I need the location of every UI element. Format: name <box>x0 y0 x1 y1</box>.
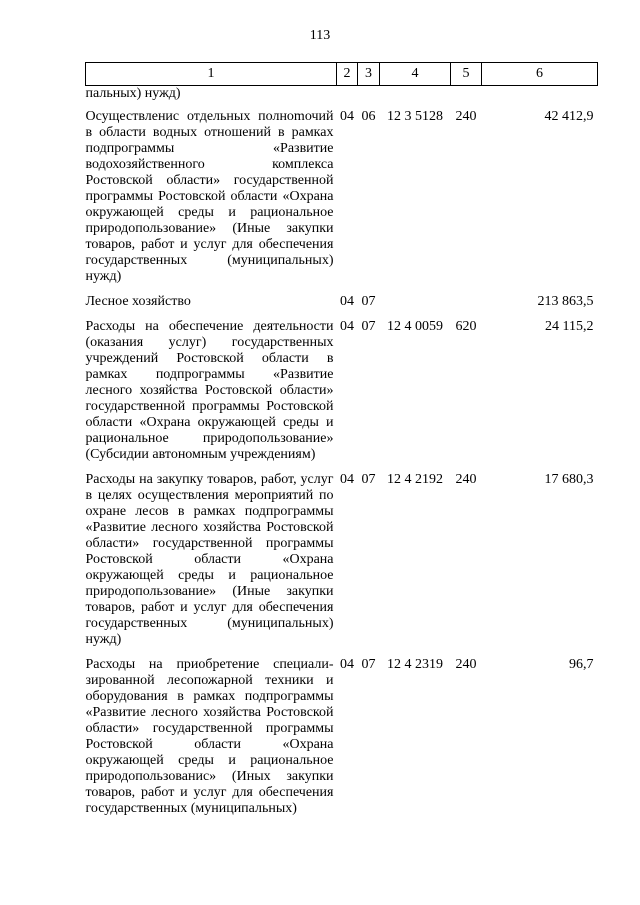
header-col-4: 4 <box>380 63 451 86</box>
row-section: 04 <box>340 109 354 124</box>
row-name: Расходы на обеспечение деятельности (оказания услуг) государственных учреждений Ростовской области в рамках подпрограммы «Развитие лесного хозяйства Ростовской области» государственной программы Ростовской области «Охрана окружающей среды и рациональное природопользование» (Субсидии автономным учреждениям) <box>85 319 334 462</box>
row-subsection: 07 <box>361 319 376 334</box>
row-section: 04 <box>340 472 354 487</box>
row-target-article: 12 4 0059 <box>387 319 443 334</box>
table-header <box>86 63 598 86</box>
table-row-continuation <box>86 86 598 107</box>
row-subsection: 07 <box>361 294 376 309</box>
table-row <box>86 291 598 316</box>
header-col-5: 5 <box>451 63 482 86</box>
row-name: Расходы на приобретение специализированной лесопожарной техники и оборудования в рамках подпрограммы «Развитие лесного хозяйства Ростовской области» государственной программы Ростовской области «Охрана окружающей среды и рациональное природопользованис» (Иных закупки товаров, работ и услуг для обеспечения государственных (муниципальных) <box>85 657 334 816</box>
row-expense-type: 240 <box>455 109 477 124</box>
row-subsection: 07 <box>361 657 376 672</box>
row-target-article: 12 4 2192 <box>387 472 443 487</box>
header-col-1: 1 <box>86 63 337 86</box>
table-row <box>86 106 598 291</box>
header-col-2: 2 <box>337 63 358 86</box>
row-amount: 96,7 <box>569 657 594 672</box>
row-target-article: 12 4 2319 <box>387 657 443 672</box>
row-name: Расходы на закупку товаров, работ, услуг в целях осуществления мероприятий по охране лесов в рамках подпрограммы «Развитие лесного хозяйства Ростовской области» государственной программы Ростовской области «Охрана окружающей среды и рациональное природопользование» (Иные закупки товаров, работ и услуг для обеспечения государственных (муниципальных) нужд) <box>85 472 334 647</box>
page-number: 113 <box>309 28 331 43</box>
header-col-6: 6 <box>482 63 598 86</box>
row-section: 04 <box>340 294 354 309</box>
row-amount: 213 863,5 <box>537 294 594 309</box>
row-amount: 42 412,9 <box>544 109 594 124</box>
row-expense-type <box>451 291 482 316</box>
table-row <box>86 469 598 654</box>
row-amount: 24 115,2 <box>545 319 594 334</box>
row-name: пальных) нужд) <box>85 86 181 101</box>
row-expense-type: 240 <box>455 657 477 672</box>
row-expense-type: 620 <box>455 319 477 334</box>
row-subsection: 06 <box>361 109 376 124</box>
budget-table <box>85 62 598 823</box>
row-name: Осуществлениc отдельных полноmочий в области водных отношений в рамках подпрограммы «Развитие водохозяйственного комплекса Ростовской области» государственной программы Ростовской области «Охрана окружающей среды и рациональное природопользование» (Иные закупки товаров, работ и услуг для обеспечения государственных (муниципальных) нужд) <box>85 109 334 284</box>
table-row <box>86 316 598 469</box>
table-row <box>86 654 598 823</box>
row-name: Лесное хозяйство <box>85 294 191 309</box>
row-expense-type: 240 <box>455 472 477 487</box>
row-section: 04 <box>340 319 354 334</box>
row-subsection: 07 <box>361 472 376 487</box>
row-section: 04 <box>340 657 354 672</box>
row-target-article: 12 3 5128 <box>387 109 443 124</box>
row-target-article <box>380 291 451 316</box>
row-amount: 17 680,3 <box>544 472 594 487</box>
header-col-3: 3 <box>358 63 380 86</box>
